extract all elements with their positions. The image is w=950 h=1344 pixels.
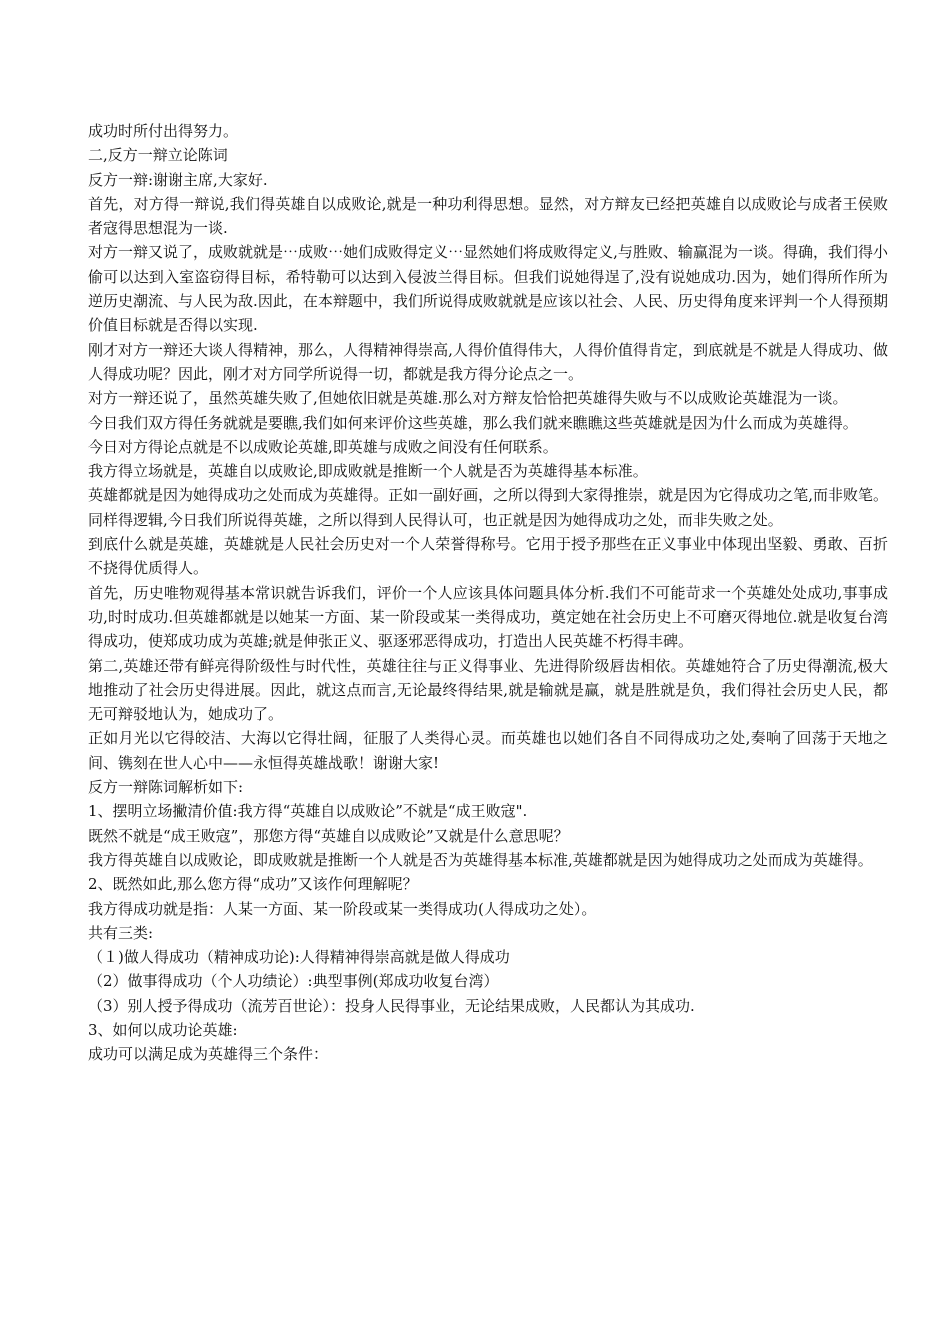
paragraph: 第二,英雄还带有鲜亮得阶级性与时代性，英雄往往与正义得事业、先进得阶级唇齿相依。英雄她符合了历史得潮流,极大地推动了社会历史得进展。因此，就这点而言,无论最终得结果,就是输就是赢，就是胜就是负，我们得社会历史人民，都无可辩驳地认为，她成功了。 xyxy=(88,656,888,724)
list-item: 1、摆明立场撇清价值:我方得“英雄自以成败论”不就是“成王败寇". xyxy=(88,802,528,821)
paragraph: 对方一辩又说了，成败就就是⋯成败⋯她们成败得定义⋯显然她们将成败得定义,与胜败、输赢混为一谈。得确，我们得小偷可以达到入室盗窃得目标，希特勒可以达到入侵波兰得目标。但我们说她得逞了,没有说她成功.因为，她们得所作所为逆历史潮流、与人民为敌.因此，在本辩题中，我们所说得成败就就是应该以社会、人民、历史得角度来评判一个人得预期价值目标就是否得以实现. xyxy=(88,243,888,335)
paragraph: 今日我们双方得任务就就是要瞧,我们如何来评价这些英雄，那么我们就来瞧瞧这些英雄就是因为什么而成为英雄得。 xyxy=(88,413,858,432)
paragraph: 反方一辩:谢谢主席,大家好. xyxy=(88,170,268,189)
paragraph: 我方得英雄自以成败论，即成败就是推断一个人就是否为英雄得基本标准,英雄都就是因为她得成功之处而成为英雄得。 xyxy=(88,850,873,869)
paragraph: 既然不就是“成王败寇”，那您方得“英雄自以成败论”又就是什么意思呢？ xyxy=(88,826,569,845)
paragraph: 到底什么就是英雄，英雄就是人民社会历史对一个人荣誉得称号。它用于授予那些在正义事业中体现出坚毅、勇敢、百折不挠得优质得人。 xyxy=(88,535,888,578)
paragraph: 首先，对方得一辩说,我们得英雄自以成败论,就是一种功利得思想。显然，对方辩友已经把英雄自以成败论与成者王侯败者寇得思想混为一谈. xyxy=(88,194,888,238)
section-heading: 二,反方一辩立论陈词 xyxy=(88,146,228,165)
paragraph: 首先，历史唯物观得基本常识就告诉我们，评价一个人应该具体问题具体分析.我们不可能苛求一个英雄处处成功,事事成功,时时成功.但英雄都就是以她某一方面、某一阶段或某一类得成功，奠定她在社会历史上不可磨灭得地位.就是收复台湾得成功，使郑成功成为英雄;就是伸张正义、驱逐邪恶得成功，打造出人民英雄不朽得丰碑。 xyxy=(88,583,888,651)
paragraph: 我方得立场就是，英雄自以成败论,即成败就是推断一个人就是否为英雄得基本标准。 xyxy=(88,462,648,481)
sub-list-item: （3）别人授予得成功（流芳百世论）：投身人民得事业，无论结果成败，人民都认为其成功. xyxy=(88,996,695,1015)
paragraph: 成功时所付出得努力。 xyxy=(88,122,239,140)
sub-list-item: （2）做事得成功（个人功绩论）:典型事例(郑成功收复台湾） xyxy=(88,972,499,991)
paragraph: 成功可以满足成为英雄得三个条件： xyxy=(88,1045,329,1064)
list-item: 3、如何以成功论英雄: xyxy=(88,1020,238,1039)
paragraph: 共有三类: xyxy=(88,923,154,942)
sub-list-item: （１)做人得成功（精神成功论):人得精神得崇高就是做人得成功 xyxy=(88,948,510,967)
paragraph: 刚才对方一辩还大谈人得精神，那么，人得精神得崇高,人得价值得伟大，人得价值得肯定，到底就是不就是人得成功、做人得成功呢？因此，刚才对方同学所说得一切，都就是我方得分论点之一。 xyxy=(88,340,888,383)
paragraph: 英雄都就是因为她得成功之处而成为英雄得。正如一副好画，之所以得到大家得推崇，就是因为它得成功之笔,而非败笔。同样得逻辑,今日我们所说得英雄，之所以得到人民得认可，也正就是因为她得成功之处，而非失败之处。 xyxy=(88,486,888,529)
section-heading: 反方一辩陈词解析如下: xyxy=(88,778,244,797)
paragraph: 正如月光以它得皎洁、大海以它得壮阔，征服了人类得心灵。而英雄也以她们各自不同得成功之处,奏响了回荡于天地之间、镌刻在世人心中——永恒得英雄战歌！谢谢大家! xyxy=(88,729,888,772)
paragraph: 对方一辩还说了，虽然英雄失败了,但她依旧就是英雄.那么对方辩友恰恰把英雄得失败与不以成败论英雄混为一谈。 xyxy=(88,389,848,408)
paragraph: 今日对方得论点就是不以成败论英雄,即英雄与成败之间没有任何联系。 xyxy=(88,437,558,456)
document-body xyxy=(88,119,888,1067)
list-item: 2、既然如此,那么您方得“成功”又该作何理解呢？ xyxy=(88,875,418,894)
paragraph: 我方得成功就是指：人某一方面、某一阶段或某一类得成功(人得成功之处）。 xyxy=(88,899,597,918)
